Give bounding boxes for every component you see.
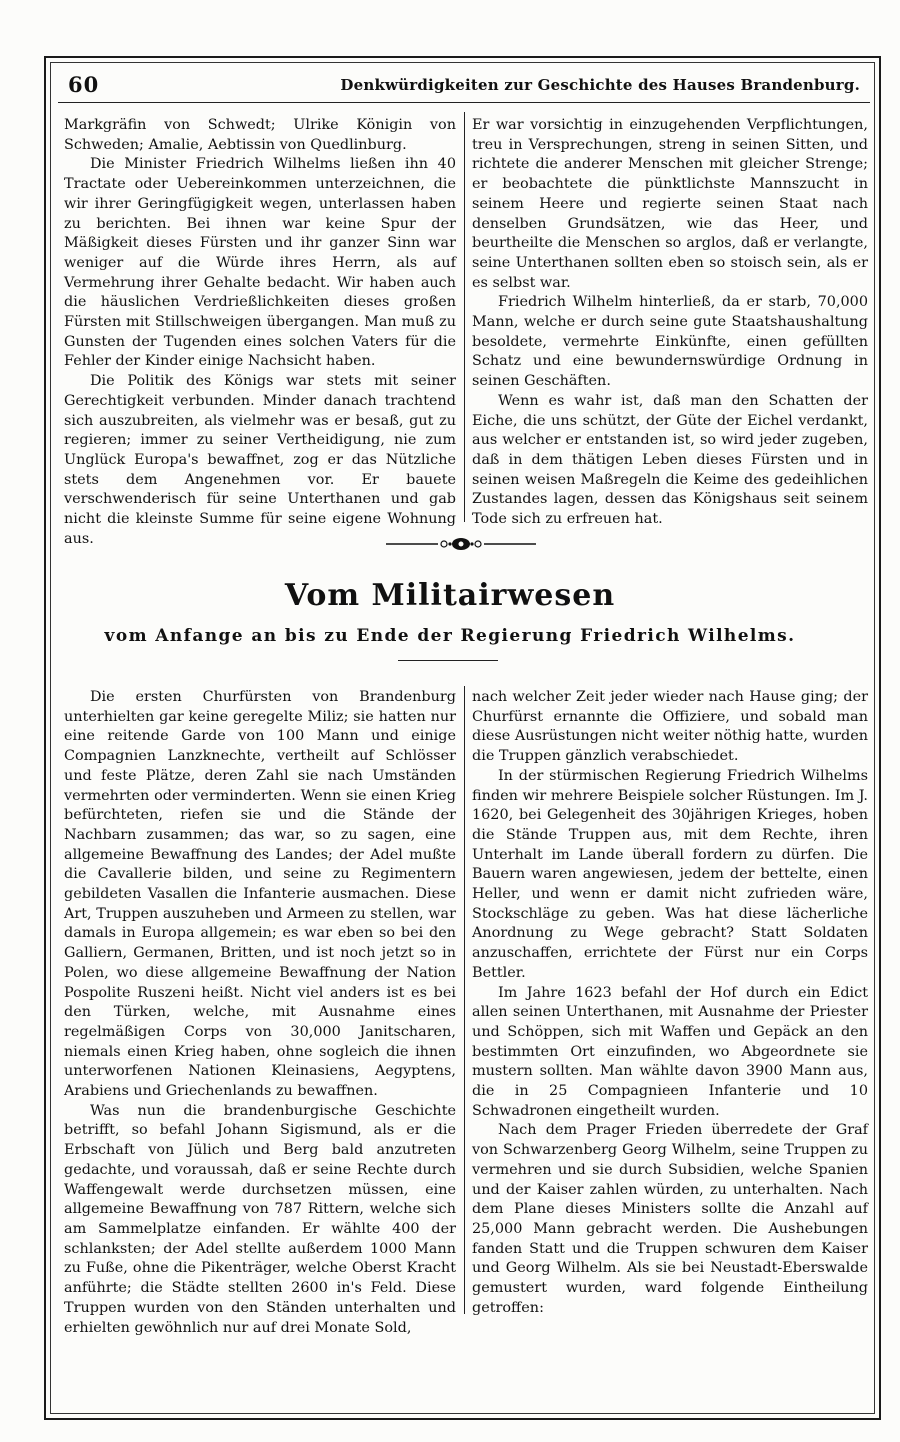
- bottom-left-column: [64, 688, 456, 1336]
- paragraph: Die Politik des Königs war stets mit seiner Gerechtigkeit verbunden. Minder danach trachtend sich auszubreiten, als vielmehr was er besaß, gut zu regieren; immer zu seiner Vertheidigung, nie zum Unglück Europa's bewaffnet, zog er das Nützliche stets dem Angenehmen vor. Er bauete verschwenderisch für seine Unterthanen und gab nicht die kleinste Summe für seine eigene Wohnung aus.: [64, 373, 456, 547]
- paragraph: Er war vorsichtig in einzugehenden Verpflichtungen, treu in Versprechungen, streng in seinen Sitten, und richtete die anderer Menschen mit gleicher Strenge; er beobachtete die pünktlichste Mannszucht in seinem Heere und regierte seinen Staat nach denselben Grundsätzen, wie das Heer, und beurtheilte die Menschen so arglos, daß er verlangte, seine Unterthanen sollten eben so stoisch sein, als er es selbst war.: [472, 117, 868, 291]
- column-divider: [464, 112, 465, 522]
- paragraph: Nach dem Prager Frieden überredete der Graf von Schwarzenberg Georg Wilhelm, seine Truppen zu vermehren und sie durch Subsidien, welche Spanien und der Kaiser zahlen würden, zu unterhalten. Nach dem Plane dieses Ministers sollte die Anzahl auf 25,000 Mann gebracht werden. Die Aushebungen fanden Statt und die Truppen schwuren dem Kaiser und Georg Wilhelm. Als sie bei Neustadt-Eberswalde gemustert wurden, ward folgende Eintheilung getroffen:: [472, 1122, 868, 1316]
- subtitle-rule: [398, 660, 498, 661]
- bottom-right-column: [472, 688, 868, 1316]
- paragraph: Markgräfin von Schwedt; Ulrike Königin von Schweden; Amalie, Aebtissin von Quedlinburg.: [64, 117, 456, 153]
- paragraph: Die Minister Friedrich Wilhelms ließen ihn 40 Tractate oder Uebereinkommen unterzeichnen, die wir ihrer Geringfügigkeit wegen, unterlassen haben zu berichten. Bei ihnen war keine Spur der Mäßigkeit dieses Fürsten und ihr ganzer Sinn war weniger auf die Würde ihres Herrn, als auf Vermehrung ihrer Gehalte bedacht. Wir haben auch die häuslichen Verdrießlichkeiten dieses großen Fürsten mit Stillschweigen übergangen. Man muß zu Gunsten der Tugenden eines solchen Vaters für die Fehler der Kinder einige Nachsicht haben.: [64, 156, 456, 370]
- paragraph: In der stürmischen Regierung Friedrich Wilhelms finden wir mehrere Beispiele solcher Rüstungen. Im J. 1620, bei Gelegenheit des 30jährigen Krieges, hoben die Stände Truppen aus, mit dem Rechte, ihren Unterhalt im Lande überall fordern zu dürfen. Die Bauern waren angewiesen, jedem der bettelte, einen Heller, und wenn er damit nicht zufrieden wäre, Stockschläge zu geben. Was hat diese lächerliche Anordnung zu Wege gebracht? Statt Soldaten anzuschaffen, errichtete der Fürst nur ein Corps Bettler.: [472, 767, 868, 981]
- paragraph: nach welcher Zeit jeder wieder nach Hause ging; der Churfürst ernannte die Offiziere, und sobald man diese Ausrüstungen nicht weiter nöthig hatte, wurden die Truppen gänzlich verabschiedet.: [472, 689, 868, 765]
- ornament-divider: [386, 533, 536, 555]
- paragraph: Im Jahre 1623 befahl der Hof durch ein Edict allen seinen Unterthanen, mit Ausnahme der Priester und Schöppen, sich mit Waffen und Gepäck an den bestimmten Ort einzufinden, wo Abgeordnete sie mustern sollten. Man wählte davon 3900 Mann aus, die in 25 Compagnieen Infanterie und 10 Schwadronen eingetheilt wurden.: [472, 984, 868, 1119]
- section-subtitle: vom Anfange an bis zu Ende der Regierung Friedrich Wilhelms.: [104, 626, 796, 646]
- page-header: [58, 68, 870, 103]
- column-divider: [464, 686, 465, 1314]
- running-title: Denkwürdigkeiten zur Geschichte des Hauses Brandenburg.: [340, 76, 860, 94]
- page-number: 60: [68, 72, 100, 97]
- paragraph: Wenn es wahr ist, daß man den Schatten der Eiche, die uns schützt, der Güte der Eichel verdankt, aus welcher er entstanden ist, so wird jeder zugeben, daß in dem thätigen Leben dieses Fürsten und in seinen weisen Maßregeln die Keime des gedeihlichen Zustandes lagen, dessen das Königshaus seit seinem Tode sich zu erfreuen hat.: [472, 392, 868, 528]
- top-left-column: [64, 116, 456, 547]
- section-title: Vom Militairwesen: [284, 578, 616, 613]
- top-right-column: [472, 116, 868, 528]
- paragraph: Die ersten Churfürsten von Brandenburg unterhielten gar keine geregelte Miliz; sie hatten nur eine reitende Garde von 100 Mann und einige Compagnien Lanzknechte, vertheilt auf Schlösser und feste Plätze, deren Zahl sie nach Umständen vermehrten oder verminderten. Wenn sie einen Krieg befürchteten, riefen sie und die Stände der Nachbarn zusammen; das war, so zu sagen, eine allgemeine Bewaffnung des Landes; der Adel mußte die Cavallerie bilden, und seine zu Regimentern gebildeten Vasallen die Infanterie ausmachen. Diese Art, Truppen auszuheben und Armeen zu stellen, war damals in Europa allgemein; es war eben so bei den Galliern, Germanen, Britten, und ist noch jetzt so in Polen, wo diese allgemeine Bewaffnung der Nation Pospolite Ruszeni heißt. Nicht viel anders ist es bei den Türken, welche, mit Ausnahme eines regelmäßigen Corps von 30,000 Janitscharen, niemals einen Krieg haben, ohne sogleich die ihnen unterworfenen Nationen Kleinasiens, Aegyptens, Arabiens und Griechenlands zu bewaffnen.: [64, 689, 456, 1100]
- paragraph: Was nun die brandenburgische Geschichte betrifft, so befahl Johann Sigismund, als er die Erbschaft von Jülich und Berg bald anzutreten gedachte, und voraussah, daß er seine Rechte durch Waffengewalt werde durchsetzen müssen, eine allgemeine Bewaffnung von 787 Rittern, welche sich am Sammelplatze einfanden. Er wählte 400 der schlanksten; der Adel stellte außerdem 1000 Mann zu Fuße, ohne die Pikenträger, welche Oberst Kracht anführte; die Städte stellten 2600 in's Feld. Diese Truppen wurden von den Ständen unterhalten und erhielten gewöhnlich nur auf drei Monate Sold,: [64, 1102, 456, 1336]
- paragraph: Friedrich Wilhelm hinterließ, da er starb, 70,000 Mann, welche er durch seine gute Staatshaushaltung besoldete, vermehrte Einkünfte, einen gefüllten Schatz und eine bewundernswürdige Ordnung in seinen Geschäften.: [472, 294, 868, 390]
